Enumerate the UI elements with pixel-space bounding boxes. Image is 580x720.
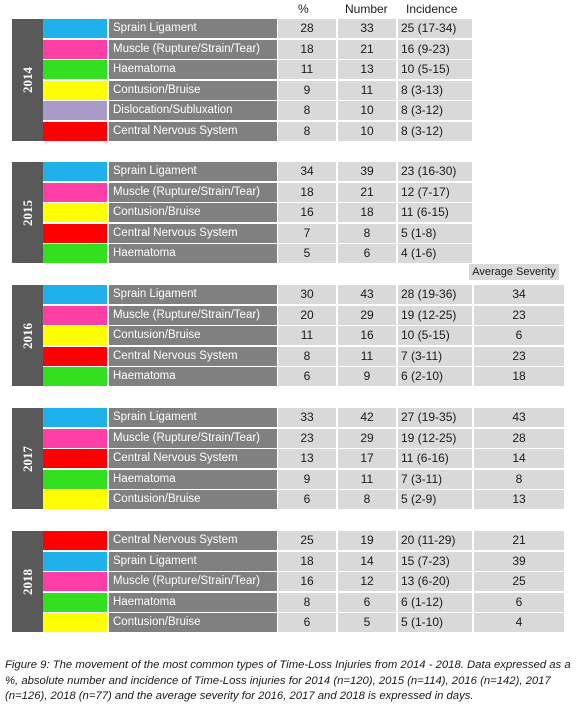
number-cell: 29: [338, 306, 396, 325]
pct-cell: 7: [278, 224, 336, 243]
injury-label: Sprain Ligament: [109, 408, 277, 427]
number-cell: 6: [338, 244, 396, 263]
pct-cell: 20: [278, 306, 336, 325]
number-cell: 8: [338, 224, 396, 243]
incidence-cell: 25 (17-34): [398, 19, 472, 38]
table-row: [5, 19, 570, 38]
number-cell: 6: [338, 593, 396, 612]
year-label: 2018: [20, 568, 35, 595]
table-row: [5, 490, 570, 509]
number-cell: 21: [338, 183, 396, 202]
severity-cell: 28: [474, 429, 564, 448]
injury-label: Sprain Ligament: [109, 162, 277, 181]
pct-cell: 8: [278, 347, 336, 366]
table-row: [5, 593, 570, 612]
table-row: [5, 326, 570, 345]
year-group-2014: [5, 19, 570, 143]
pct-cell: 18: [278, 552, 336, 571]
figure-caption: Figure 9: The movement of the most common types of Time-Loss Injuries from 2014 - 2018. Data expressed as a %, absolute number and incidence of Time-Loss injuries for 2014 (n=120), 2015 (n=114), 2016 (n=142), 2017 (n=126), 2018 (n=77) and the average severity for 2016, 2017 and 2018 is expressed in days.: [5, 659, 571, 702]
table-row: [5, 429, 570, 448]
severity-cell: 8: [474, 470, 564, 489]
table-row: [5, 367, 570, 386]
severity-cell: 23: [474, 306, 564, 325]
injury-label: Central Nervous System: [109, 449, 277, 468]
color-swatch: [43, 19, 107, 38]
number-cell: 8: [338, 490, 396, 509]
incidence-cell: 5 (1-8): [398, 224, 472, 243]
column-header-number: Number: [345, 2, 388, 16]
number-cell: 42: [338, 408, 396, 427]
injury-label: Contusion/Bruise: [109, 203, 277, 222]
pct-cell: 6: [278, 613, 336, 632]
color-swatch: [43, 203, 107, 222]
number-cell: 33: [338, 19, 396, 38]
color-swatch: [43, 40, 107, 59]
table-row: [5, 122, 570, 141]
table-row: [5, 449, 570, 468]
injury-label: Contusion/Bruise: [109, 613, 277, 632]
pct-cell: 8: [278, 101, 336, 120]
injury-label: Haematoma: [109, 60, 277, 79]
color-swatch: [43, 162, 107, 181]
color-swatch: [43, 449, 107, 468]
color-swatch: [43, 470, 107, 489]
year-group-2016: [5, 285, 570, 388]
injury-label: Central Nervous System: [109, 531, 277, 550]
incidence-cell: 13 (6-20): [398, 572, 472, 591]
injury-label: Central Nervous System: [109, 347, 277, 366]
color-swatch: [43, 285, 107, 304]
incidence-cell: 10 (5-15): [398, 326, 472, 345]
incidence-cell: 7 (3-11): [398, 347, 472, 366]
year-group-2018: [5, 531, 570, 634]
table-row: [5, 244, 570, 263]
color-swatch: [43, 408, 107, 427]
severity-cell: 18: [474, 367, 564, 386]
table-row: [5, 162, 570, 181]
color-swatch: [43, 367, 107, 386]
year-label: 2016: [20, 322, 35, 349]
table-row: [5, 40, 570, 59]
incidence-cell: 11 (6-16): [398, 449, 472, 468]
year-label: 2017: [20, 445, 35, 472]
incidence-cell: 8 (3-12): [398, 101, 472, 120]
severity-cell: 43: [474, 408, 564, 427]
incidence-cell: 8 (3-12): [398, 122, 472, 141]
color-swatch: [43, 122, 107, 141]
injury-label: Contusion/Bruise: [109, 81, 277, 100]
number-cell: 11: [338, 347, 396, 366]
severity-cell: 6: [474, 326, 564, 345]
pct-cell: 8: [278, 122, 336, 141]
incidence-cell: 4 (1-6): [398, 244, 472, 263]
injury-label: Muscle (Rupture/Strain/Tear): [109, 183, 277, 202]
injury-label: Haematoma: [109, 470, 277, 489]
table-row: [5, 306, 570, 325]
pct-cell: 30: [278, 285, 336, 304]
number-cell: 18: [338, 203, 396, 222]
incidence-cell: 23 (16-30): [398, 162, 472, 181]
severity-cell: 23: [474, 347, 564, 366]
injury-label: Haematoma: [109, 244, 277, 263]
severity-cell: 13: [474, 490, 564, 509]
table-row: [5, 613, 570, 632]
year-group-2017: [5, 408, 570, 511]
pct-cell: 9: [278, 81, 336, 100]
year-label: 2015: [20, 199, 35, 226]
table-row: [5, 60, 570, 79]
incidence-cell: 6 (2-10): [398, 367, 472, 386]
number-cell: 43: [338, 285, 396, 304]
table-row: [5, 101, 570, 120]
incidence-cell: 11 (6-15): [398, 203, 472, 222]
number-cell: 29: [338, 429, 396, 448]
number-cell: 9: [338, 367, 396, 386]
color-swatch: [43, 347, 107, 366]
incidence-cell: 7 (3-11): [398, 470, 472, 489]
number-cell: 10: [338, 122, 396, 141]
injury-label: Muscle (Rupture/Strain/Tear): [109, 40, 277, 59]
pct-cell: 11: [278, 60, 336, 79]
color-swatch: [43, 552, 107, 571]
table-row: [5, 470, 570, 489]
injury-label: Central Nervous System: [109, 224, 277, 243]
severity-cell: 4: [474, 613, 564, 632]
pct-cell: 6: [278, 367, 336, 386]
pct-cell: 11: [278, 326, 336, 345]
pct-cell: 9: [278, 470, 336, 489]
year-group-2015: [5, 162, 570, 265]
injury-label: Haematoma: [109, 593, 277, 612]
color-swatch: [43, 224, 107, 243]
pct-cell: 28: [278, 19, 336, 38]
color-swatch: [43, 613, 107, 632]
injury-label: Dislocation/Subluxation: [109, 101, 277, 120]
pct-cell: 6: [278, 490, 336, 509]
pct-cell: 18: [278, 183, 336, 202]
table-row: [5, 408, 570, 427]
severity-cell: 6: [474, 593, 564, 612]
injury-label: Sprain Ligament: [109, 285, 277, 304]
table-row: [5, 183, 570, 202]
incidence-cell: 16 (9-23): [398, 40, 472, 59]
number-cell: 14: [338, 552, 396, 571]
color-swatch: [43, 490, 107, 509]
injury-label: Contusion/Bruise: [109, 326, 277, 345]
injury-label: Sprain Ligament: [109, 552, 277, 571]
incidence-cell: 28 (19-36): [398, 285, 472, 304]
color-swatch: [43, 326, 107, 345]
table-row: [5, 552, 570, 571]
table-row: [5, 224, 570, 243]
number-cell: 16: [338, 326, 396, 345]
table-row: [5, 81, 570, 100]
color-swatch: [43, 183, 107, 202]
color-swatch: [43, 244, 107, 263]
incidence-cell: 6 (1-12): [398, 593, 472, 612]
table-row: [5, 347, 570, 366]
injury-label: Muscle (Rupture/Strain/Tear): [109, 429, 277, 448]
injury-label: Muscle (Rupture/Strain/Tear): [109, 306, 277, 325]
incidence-cell: 19 (12-25): [398, 306, 472, 325]
pct-cell: 18: [278, 40, 336, 59]
pct-cell: 33: [278, 408, 336, 427]
table-row: [5, 531, 570, 550]
incidence-cell: 5 (1-10): [398, 613, 472, 632]
pct-cell: 5: [278, 244, 336, 263]
number-cell: 5: [338, 613, 396, 632]
number-cell: 13: [338, 60, 396, 79]
number-cell: 10: [338, 101, 396, 120]
color-swatch: [43, 429, 107, 448]
column-header-pct: %: [298, 2, 309, 16]
incidence-cell: 8 (3-13): [398, 81, 472, 100]
number-cell: 17: [338, 449, 396, 468]
severity-cell: 25: [474, 572, 564, 591]
number-cell: 19: [338, 531, 396, 550]
column-header-severity: Average Severity: [469, 264, 559, 280]
column-header-incidence: Incidence: [406, 2, 458, 16]
injury-label: Central Nervous System: [109, 122, 277, 141]
severity-cell: 14: [474, 449, 564, 468]
incidence-cell: 10 (5-15): [398, 60, 472, 79]
color-swatch: [43, 572, 107, 591]
injury-label: Muscle (Rupture/Strain/Tear): [109, 572, 277, 591]
severity-cell: 39: [474, 552, 564, 571]
color-swatch: [43, 60, 107, 79]
incidence-cell: 27 (19-35): [398, 408, 472, 427]
injury-label: Haematoma: [109, 367, 277, 386]
color-swatch: [43, 306, 107, 325]
color-swatch: [43, 531, 107, 550]
table-row: [5, 285, 570, 304]
pct-cell: 34: [278, 162, 336, 181]
table-row: [5, 572, 570, 591]
pct-cell: 16: [278, 572, 336, 591]
number-cell: 11: [338, 470, 396, 489]
incidence-cell: 12 (7-17): [398, 183, 472, 202]
color-swatch: [43, 101, 107, 120]
year-label: 2014: [20, 67, 35, 93]
number-cell: 12: [338, 572, 396, 591]
severity-cell: 34: [474, 285, 564, 304]
pct-cell: 8: [278, 593, 336, 612]
color-swatch: [43, 81, 107, 100]
injury-label: Sprain Ligament: [109, 19, 277, 38]
number-cell: 21: [338, 40, 396, 59]
incidence-cell: 20 (11-29): [398, 531, 472, 550]
table-row: [5, 203, 570, 222]
pct-cell: 23: [278, 429, 336, 448]
pct-cell: 13: [278, 449, 336, 468]
number-cell: 39: [338, 162, 396, 181]
pct-cell: 25: [278, 531, 336, 550]
injury-label: Contusion/Bruise: [109, 490, 277, 509]
severity-cell: 21: [474, 531, 564, 550]
pct-cell: 16: [278, 203, 336, 222]
incidence-cell: 19 (12-25): [398, 429, 472, 448]
incidence-cell: 5 (2-9): [398, 490, 472, 509]
incidence-cell: 15 (7-23): [398, 552, 472, 571]
color-swatch: [43, 593, 107, 612]
number-cell: 11: [338, 81, 396, 100]
